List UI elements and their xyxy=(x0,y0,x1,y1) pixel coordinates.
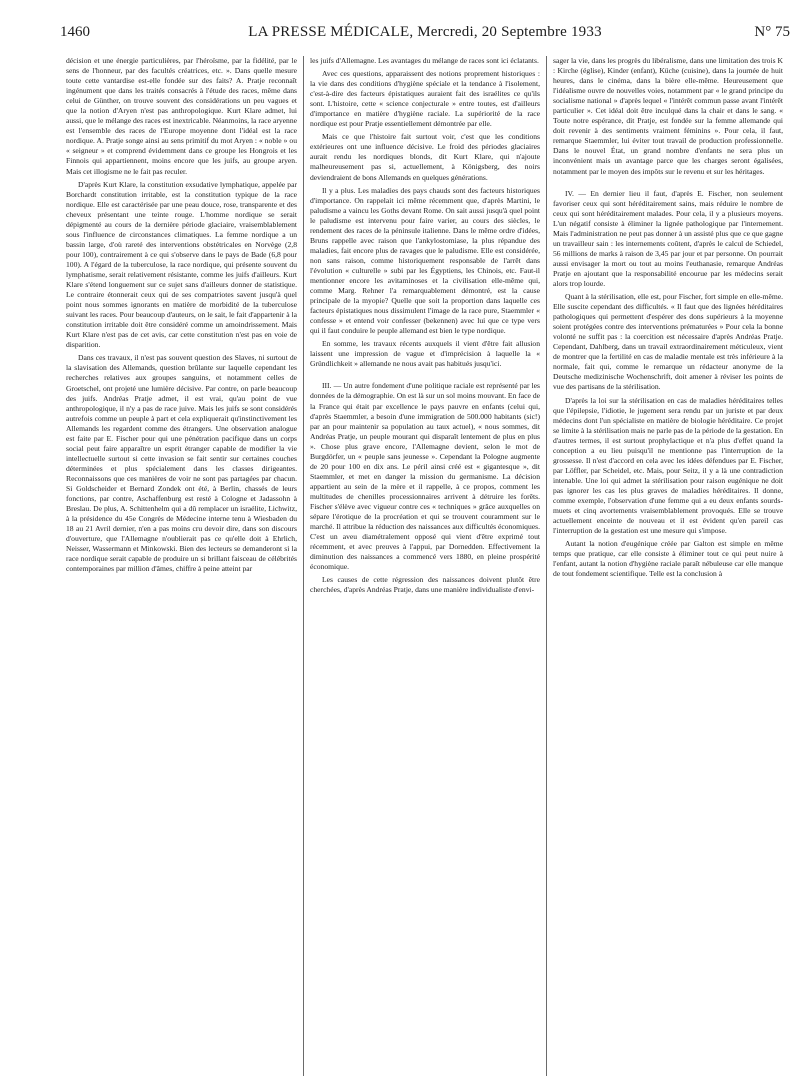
paragraph: Dans ces travaux, il n'est pas souvent question des Slaves, ni surtout de la slavisation des Allemands, question brûlante sur laquelle cependant les recherches relatives aux groupes sanguins, et notamment celles de Groetschel, ont projeté une lumière décisive. Par contre, on parle beaucoup des juifs. Andréas Pratje admet, il est vrai, qu'au point de vue anthropologique, il n'y a pas de race juive. Mais les juifs se sont considérés autrefois comme un peuple à part et cela expliquerait qu'instinctivement les Allemands les regardent comme des étrangers. Une observation analogue est faite par E. Fischer pour qui une pénétration pacifique dans un corps social peut faire apparaître un esprit étranger capable de modifier la vie intellectuelle surtout si cette invasion se fait sentir sur certaines couches déterminées et plus spécialement dans les classes dirigeantes. Reconnaissons que ces manières de voir ne sont pas partagées par chacun. Si Goldscheider et Bernard Zondek ont été, à Berlin, chassés de leurs fonctions, par contre, Aschaffenburg est resté à Cologne et Jadassohn à Breslau. De plus, A. Schittenhelm qui a dû remplacer un israélite, Lichwitz, à la présidence du 45e Congrès de Médecine interne tenu à Wiesbaden du 18 au 21 Avril dernier, n'en a pas moins cru devoir dire, dans son discours d'ouverture, que l'Allemagne n'oublierait pas ce qu'elle doit à Ehrlich, Neisser, Wassermann et Minkowski. Bien des lecteurs se demanderont si la race nordique serait capable de produire un si brillant faisceau de célébrités contemporaines par million d'âmes, chiffre à peine atteint par xyxy=(66,353,297,574)
paragraph: En somme, les travaux récents auxquels il vient d'être fait allusion laissent une impression de vague et d'imprécision à laquelle la « Gründlichkeit » allemande ne nous avait pas habitués jusqu'ici. xyxy=(310,339,540,369)
paragraph: décision et une énergie particulières, par l'héroïsme, par la fidélité, par le sens de l'honneur, par des facultés créatrices, etc. ». Dans quelle mesure toute cette vantardise est-elle fondée sur des faits? A. Pratje reconnaît ingénument que dans les traités consacrés à l'étude des races, même dans celui de Günther, on trouve souvent des considérations un peu vagues et que la notion d'Aryen n'est pas anthropologique. Kurt Klare admet, lui aussi, que le mélange des races est inextricable. Néanmoins, la race aryenne est l'ensemble des races de l'Europe moyenne dont l'idéal est la race nordique. A. Pratje songe ainsi au sens primitif du mot Aryen : « noble » ou « seigneur » et comprend évidemment dans ce groupe les Hongrois et les Finnois qui appartiennent, moins encore que les juifs, au groupe aryen. Mais cet illogisme ne le fait pas reculer. xyxy=(66,56,297,176)
column-3 xyxy=(546,56,789,1076)
article-body xyxy=(60,56,790,1076)
section-paragraph: IV. — En dernier lieu il faut, d'après E. Fischer, non seulement favoriser ceux qui sont héréditairement sains, mais réduire le nombre de ceux qui sont héréditairement malades. Pour cela, il y a plusieurs moyens. L'un négatif consiste à éliminer la lignée pathologique par l'internement. Mais l'administration ne peut pas donner à un assisté plus que ce que gagne un travailleur sain : les internements coûtent, d'après le calcul de Schiedel, 56 millions de marks à raison de 3,45 par jour et par personne. On pourrait aussi envisager la mort ou tout au moins l'euthanasie, remarque Andréas Pratje en ajoutant que la responsabilité encourue par les médecins serait alors trop lourde. xyxy=(553,188,783,288)
column-1 xyxy=(60,56,303,1076)
paragraph: Les causes de cette régression des naissances doivent plutôt être cherchées, d'après Andréas Pratje, dans une manière individualiste d'envi- xyxy=(310,575,540,595)
paragraph: D'après Kurt Klare, la constitution exsudative lymphatique, appelée par Borchardt constitution irritable, est la constitution typique de la race nordique. Elle est caractérisée par une peau douce, rose, transparente et des cheveux présentant une teinte rouge. L'homme nordique se serait dépigmenté au cours de la dernière période glaciaire, vraisemblablement sous l'influence de circonstances climatiques. La femme nordique a un bassin large, d'où rareté des interventions obstétricales en Norvège (2,8 pour 100), contrairement à ce qui s'observe dans le pays de Bade (6,8 pour 100). A l'égard de la tuberculose, la race nordique, qui présente souvent du lymphatisme, serait relativement résistante, comme les juifs d'ailleurs. Kurt Klare s'étend longuement sur ce sujet sans d'ailleurs donner de statistique. Le contraire étonnerait ceux qui de ses compatriotes savent jusqu'à quel point nous sommes ignorants en matière de morbidité de la tuberculose suivant les races. Pour beaucoup d'auteurs, on le sait, le fait d'appartenir à la constitution irritable doit être considéré comme un amoindrissement. Mais Kurt Klare n'est pas de cet avis, car cette constitution n'est pas en voie de disparition. xyxy=(66,179,297,350)
paragraph: D'après la loi sur la stérilisation en cas de maladies héréditaires telles que l'épilepsie, l'idiotie, le jugement sera rendu par un juriste et par deux médecins dont l'un spécialiste en matière de biologie héréditaire. Ce projet se limite à la stérilisation mais ne parle pas de la période de la gestation. En d'autres termes, il est surtout prophylactique et n'a plus d'effet quand la conception a eu lieu puisqu'il ne mentionne pas l'interruption de la grossesse. Il n'est d'accord en cela avec les idées défendues par E. Fischer, par Löffler, par Scheidel, etc. Mais, pour Seitz, il y a là une contradiction intenable. Une loi qui admet la stérilisation pour raison eugénique ne doit pas ignorer les cas les plus graves de maladies héréditaires. Il donne, comme exemple, l'observation d'une femme qui a eu deux enfants sourds-muets et cinq avortements vraisemblablement provoqués. Elle se trouve actuellement enceinte de nouveau et il est évident qu'en pareil cas l'interruption de la gestation est une mesure qui s'impose. xyxy=(553,395,783,536)
paragraph: sager la vie, dans les progrès du libéralisme, dans une limitation des trois K : Kirche (église), Kinder (enfant), Küche (cuisine), dans la journée de huit heures, dans le cinéma, dans la bière elle-même. Heureusement que l'idéalisme ouvre de nouvelles voies, notamment par « le grand principe du socialisme national » d'après lequel « l'intérêt commun passe avant l'intérêt particulier ». Cet idéal doit être inculqué dans la chair et dans le sang. « Toute notre espérance, dit Pratje, est fondée sur la femme allemande qui doit revenir à des sentiments vraiment féminins ». Pour cela, il faut, remarque Staemmler, lui éviter tout travail de production professionnelle. Dans le nouvel État, un grand nombre d'enfants ne sera plus un inconvénient mais un avantage parce que les charges seront égalisées, notamment par le moyen des impôts sur le revenu et sur les héritages. xyxy=(553,56,783,176)
paragraph: Avec ces questions, apparaissent des notions proprement historiques : la vie dans des conditions d'hygiène spéciale et la tendance à l'isolement, c'est-à-dire des facteurs épistatiques auraient fait des israélites ce qu'ils sont. L'histoire, cette « science conjecturale » entre toutes, est d'ailleurs d'importance en matière d'hygiène raciale. La supériorité de la race nordique est pour Pratje essentiellement démontrée par elle. xyxy=(310,69,540,129)
column-2 xyxy=(303,56,546,1076)
page-number: 1460 xyxy=(60,24,90,40)
paragraph: les juifs d'Allemagne. Les avantages du mélange de races sont ici éclatants. xyxy=(310,56,539,65)
journal-title: LA PRESSE MÉDICALE, Mercredi, 20 Septembre 1933 xyxy=(248,24,602,40)
running-header xyxy=(60,24,790,44)
issue-number: N° 75 xyxy=(754,24,790,40)
paragraph: Quant à la stérilisation, elle est, pour Fischer, fort simple en elle-même. Elle suscite cependant des difficultés. « Il faut que des lignées héréditaires pathologiques qui permettent d'espérer des dons supérieurs à la moyenne soient protégées contre des interventions prématurées » Pour cela la bonne volonté ne suffit pas : la coercition est nécessaire d'après Andréas Pratje. Cependant, Dahlberg, dans un travail extraordinairement méticuleux, vient de montrer que la fertilité en cas de maladie mentale est très inférieure à la normale, fait qui, comme le remarque un rédacteur anonyme de la Deutsche medizinische Wochenschrift, doit amener à réviser les points de vue des partisans de la stérilisation. xyxy=(553,292,783,392)
paragraph: Il y a plus. Les maladies des pays chauds sont des facteurs historiques d'importance. On rappelait ici même récemment que, d'après Martini, le paludisme a vaincu les Goths devant Rome. On sait aussi jusqu'à quel point le paludisme est intervenu pour faire varier, au cours des siècles, le rendement des races de la péninsule italienne. Dans le même ordre d'idées, Bruns rappelle avec raison que l'ankylostomiase, la plus répandue des maladies, fait encore plus de ravages que le paludisme. Elle est considérée, non sans raison, comme historiquement responsable de l'arrêt dans l'évolution « culturelle » subi par les Égyptiens, les Chinois, etc. Faut-il mentionner encore les avitaminoses et la civilisation elle-même qui, comme Marg. Rehner l'a remarquablement démontré, est la cause principale de la myopie? Quelle que soit la proportion dans laquelle ces facteurs épistatiques nous dissimulent l'image de la race pure, Staemmler « confesse » et entend voir confesser (bekennen) avec lui que ce type vers qui il faut conduire le peuple allemand est bien le type nordique. xyxy=(310,185,540,336)
paragraph: Mais ce que l'histoire fait surtout voir, c'est que les conditions extérieures ont une influence décisive. Le froid des périodes glaciaires aurait rendu les nordiques blonds, dit Kurt Klare, qui n'ajoute malheureusement pas si, actuellement, à Königsberg, des noirs deviendraient de bons Allemands en quelques générations. xyxy=(310,132,540,182)
paragraph: Autant la notion d'eugénique créée par Galton est simple en même temps que pratique, car elle consiste à éliminer tout ce qui peut nuire à l'enfant, autant la notion d'hygiène raciale paraît nébuleuse car elle manque de tout fondement scientifique. Telle est la conclusion à xyxy=(553,539,783,579)
section-paragraph: III. — Un autre fondement d'une politique raciale est représenté par les données de la démographie. On est là sur un sol moins mouvant. En face de la France qui était par excellence le pays pauvre en enfants (celui qui, d'après Staemmler, a besoin d'une immigration de 500.000 habitants (sic!) par an pour maintenir sa population au taux actuel), « nous sommes, dit Andréas Pratje, un peuple mourant qui disparaît lentement de plus en plus ». Chose plus grave encore, l'Allemagne devient, selon le mot de Burgdörfer, un « peuple sans jeunesse ». Cependant la Pologne augmente de 20 pour 100 en dix ans. Le péril ainsi créé est « gigantesque », dit Staemmler, et met en danger la mission du germanisme. La décision appartient au sein de la mère et il rappelle, à ce propos, comment les multitudes de chenilles processionnaires arrivent à détruire les forêts. Fischer s'élève avec vigueur contre ces « techniques » grâce auxquelles on sépare l'érotique de la procréation et qui se trouvent couramment sur le marché. Il attribue la réduction des naissances aux difficultés économiques. C'est un aveu diamétralement opposé qui vient d'être exprimé tout récemment, et avec preuves à l'appui, par Dornedden. Effectivement la diminution des naissances a commencé vers 1880, en pleine prospérité économique. xyxy=(310,381,540,572)
